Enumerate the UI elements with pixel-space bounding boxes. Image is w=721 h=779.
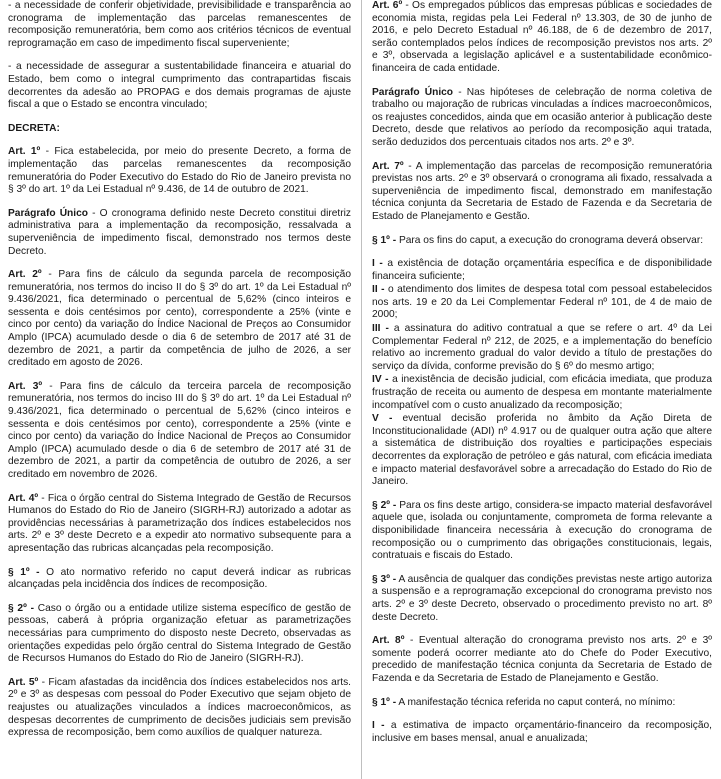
- paragraph-1-label: § 1º -: [372, 696, 397, 708]
- article-6-label: Art. 6º: [372, 0, 403, 11]
- item-ii: II - o atendimento dos limites de despesa total com pessoal estabelecidos nos arts. 19 e 20 da Lei Complementar Federal nº 101, de 4 de maio de 2000;: [372, 284, 712, 321]
- paragraph-1-label: § 1º -: [372, 234, 397, 246]
- left-column: [8, 0, 351, 751]
- article-7-paragraph-2: § 2º - Para os fins deste artigo, considera-se impacto material desfavorável aquele que, isolada ou conjuntamente, comprometa de forma relevante a disponibilidade financeira necessária à execução do cronograma de recomposição ou o cumprimento das obrigações constitucionais, legais, contratuais e fiscais do Estado.: [372, 499, 712, 562]
- consideration-2: - a necessidade de assegurar a sustentabilidade financeira e atuarial do Estado, bem como o integral cumprimento das contrapartidas fiscais decorrentes da adesão ao PROPAG e dos demais programas de ajuste fiscal a que o Estado se encontra vinculado;: [8, 61, 351, 111]
- article-8-paragraph-1: § 1º - A manifestação técnica referida no caput conterá, no mínimo:: [372, 696, 676, 708]
- item-v-label: V -: [372, 413, 393, 425]
- sole-paragraph-label: Parágrafo Único: [372, 86, 454, 98]
- article-1-sole-paragraph: Parágrafo Único - O cronograma definido neste Decreto constitui diretriz administrativa para a implementação da recomposição, ressalvada a superveniência de impedimento fiscal, demonstrado nos termos deste Decreto.: [8, 207, 351, 257]
- item-v: V - eventual decisão proferida no âmbito da Ação Direta de Inconstitucionalidade (ADI) nº 4.917 ou de qualquer outra ação que altere a sistemática de distribuição dos royalties e participações especiais decorrentes da exploração de petróleo e gás natural, com eficácia imediata e impacto material desfavorável sobre a arrecadação do Estado do Rio de Janeiro.: [372, 413, 712, 488]
- consideration-1: - a necessidade de conferir objetividade, previsibilidade e transparência ao cronograma de implementação das parcelas remanescentes de recomposição remuneratória, bem como aos critérios técnicos de eventual reprogramação em caso de impedimento fiscal superveniente;: [8, 0, 351, 49]
- item-i-label: I -: [372, 720, 385, 732]
- article-8-label: Art. 8º: [372, 635, 405, 647]
- paragraph-3-label: § 3º -: [372, 573, 397, 585]
- article-4-label: Art. 4º: [8, 492, 39, 504]
- item-iv-label: IV -: [372, 374, 389, 386]
- item-iii-label: III -: [372, 323, 389, 335]
- right-column: [372, 0, 712, 756]
- article-4-paragraph-1: § 1º - O ato normativo referido no caput deverá indicar as rubricas alcançadas pela incidência dos índices de recomposição.: [8, 566, 351, 591]
- article-7-paragraph-3: § 3º - A ausência de qualquer das condições previstas neste artigo autoriza a suspensão e a reprogramação excepcional do cronograma previsto nos arts. 2º e 3º deste Decreto, observado o procedimento previsto no art. 8º deste Decreto.: [372, 573, 713, 623]
- article-8: Art. 8º - Eventual alteração do cronograma previsto nos arts. 2º e 3º somente poderá ocorrer mediante ato do Chefe do Poder Executivo, precedido de manifestação técnica conjunta da Secretaria de Estado de Fazenda e da Secretaria de Estado de Planejamento e Gestão.: [372, 635, 712, 684]
- paragraph-2-label: § 2º -: [372, 499, 397, 511]
- article-2-label: Art. 2º: [8, 269, 42, 281]
- item-i-label: I -: [372, 258, 383, 270]
- article-6-sole-paragraph: Parágrafo Único - Nas hipóteses de celebração de norma coletiva de trabalho ou majoração de rubricas vinculadas a índices macroeconômicos, os reajustes concedidos, ainda que em ocasião anterior à publicação deste Decreto, desde que relativos ao período da recomposição aqui tratada, serão deduzidos dos percentuais citados nos arts. 2º e 3º.: [372, 86, 712, 148]
- column-divider: [361, 0, 362, 779]
- item-i: I - a existência de dotação orçamentária específica e de disponibilidade financeira suficiente;: [372, 258, 712, 282]
- item-ii-label: II -: [372, 284, 385, 296]
- paragraph-1-label: § 1º -: [8, 566, 40, 578]
- paragraph-2-label: § 2º -: [8, 602, 34, 614]
- article-4-paragraph-2: § 2º - Caso o órgão ou a entidade utilize sistema específico de gestão de pessoas, caberá à própria organização efetuar as parametrizações necessárias para cumprimento do disposto neste Decreto, observadas as orientações expedidas pelo órgão central do Sistema Integrado de Gestão de Recursos Humanos do Estado do Rio de Janeiro (SIGRH-RJ).: [8, 602, 351, 665]
- item-iv: IV - a inexistência de decisão judicial, com eficácia imediata, que produza frustração de receita ou aumento de despesa em montante materialmente incompatível com o custo anualizado da recomposição;: [372, 374, 712, 411]
- article-5: Art. 5º - Ficam afastadas da incidência dos índices estabelecidos nos arts. 2º e 3º as despesas com pessoal do Poder Executivo que sejam objeto de reajustes ou atualizações vinculados a índices macroeconômicos, as despesas decorrentes de cumprimento de decisões judiciais sem previsão expressa de recomposição, bem como auxílios de qualquer natureza.: [8, 676, 351, 739]
- article-8-item-i: I - a estimativa de impacto orçamentário-financeiro da recomposição, inclusive em bases mensal, anual e anualizada;: [372, 720, 712, 744]
- article-7: Art. 7º - A implementação das parcelas de recomposição remuneratória previstas nos arts. 2º e 3º observará o cronograma ali fixado, ressalvada a superveniência de impedimento fiscal, demonstrado em manifestação técnica conjunta da Secretaria de Estado de Fazenda e da Secretaria de Estado de Planejamento e Gestão.: [372, 160, 712, 222]
- item-iii: III - a assinatura do aditivo contratual a que se refere o art. 4º da Lei Complementar Federal nº 212, de 2025, e a implementação do benefício relativo ao incremento gradual do valor devido a título de prestações do serviço da dívida, conforme previsão do § 6º do mesmo artigo;: [372, 323, 712, 372]
- article-7-label: Art. 7º: [372, 160, 404, 172]
- sole-paragraph-label: Parágrafo Único: [8, 207, 88, 219]
- article-3: Art. 3º - Para fins de cálculo da terceira parcela de recomposição remuneratória, nos termos do inciso III do § 3º do art. 1º da Lei Estadual nº 9.436/2021, fica determinado o percentual de 5,62% (cinco inteiros e sessenta e dois centésimos por cento), correspondente a 25% (vinte e cinco por cento) da variação do Índice Nacional de Preços ao Consumidor Amplo (IPCA) acumulado desde o dia 6 de setembro de 2017 até 31 de dezembro de 2021, a partir da competência de outubro de 2026, a ser creditado em novembro de 2026.: [8, 380, 352, 480]
- article-1: Art. 1º - Fica estabelecida, por meio do presente Decreto, a forma de implementação das parcelas remanescentes da recomposição remuneratória do Poder Executivo do Estado do Rio de Janeiro prevista no § 3º do art. 1º da Lei Estadual nº 9.436, de 14 de outubro de 2021.: [8, 146, 351, 196]
- decreta-heading: DECRETA:: [8, 122, 60, 134]
- article-3-label: Art. 3º: [8, 380, 43, 392]
- article-4: Art. 4º - Fica o órgão central do Sistema Integrado de Gestão de Recursos Humanos do Estado do Rio de Janeiro (SIGRH-RJ) autorizado a adotar as providências necessárias à parametrização dos índices estabelecidos nos arts. 2º e 3º deste Decreto e a expedir ato normativo subsequente para a apresentação das rubricas alcançadas pela recomposição.: [8, 492, 351, 554]
- article-7-paragraph-1: § 1º - Para os fins do caput, a execução do cronograma deverá observar:: [372, 234, 704, 246]
- article-5-label: Art. 5º: [8, 676, 39, 688]
- article-2: Art. 2º - Para fins de cálculo da segunda parcela de recomposição remuneratória, nos termos do inciso II do § 3º do art. 1º da Lei Estadual nº 9.436/2021, fica determinado o percentual de 5,62% (cinco inteiros e sessenta e dois centésimos por cento), correspondente a 25% (vinte e cinco por cento) da variação do Índice Nacional de Preços ao Consumidor Amplo (IPCA) acumulado desde o dia 6 de setembro de 2017 até 31 de dezembro de 2021, a partir da competência de julho de 2026, a ser creditado em agosto de 2026.: [8, 269, 352, 369]
- article-6: Art. 6º - Os empregados públicos das empresas públicas e sociedades de economia mista, regidas pela Lei Federal nº 13.303, de 30 de junho de 2016, e pelo Decreto Estadual nº 46.188, de 6 de dezembro de 2017, serão contemplados pelos índices de recomposição previstos nos arts. 2º e 3º, observada a legislação aplicável e a sustentabilidade econômico-financeira de cada entidade.: [372, 0, 713, 74]
- article-1-label: Art. 1º: [8, 146, 41, 158]
